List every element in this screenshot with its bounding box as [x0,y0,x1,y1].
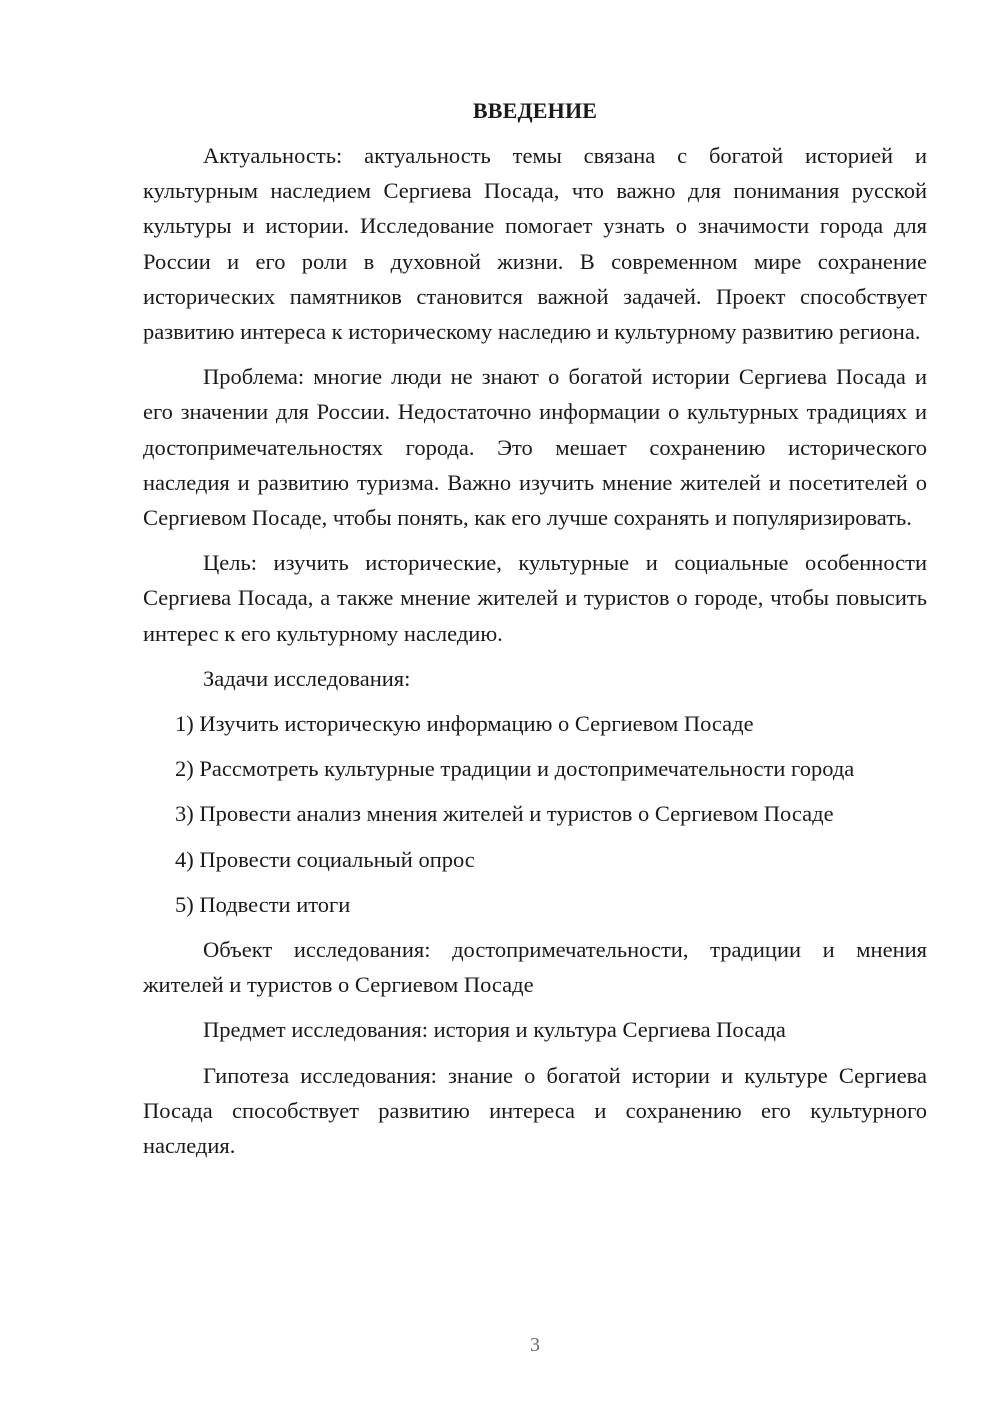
relevance-paragraph: Актуальность: актуальность темы связана с богатой историей и культурным наследием Сергиева Посада, что важно для понимания русской культуры и истории. Исследование помогает узнать о значимости города для России и его роли в духовной жизни. В современном мире сохранение исторических памятников становится важной задачей. Проект способствует развитию интереса к историческому наследию и культурному развитию региона. [143,143,927,345]
object-paragraph: Объект исследования: достопримечательности, традиции и мнения жителей и туристов о Сергиевом Посаде [143,937,927,998]
hypothesis-paragraph: Гипотеза исследования: знание о богатой истории и культуре Сергиева Посада способствует развитию интереса и сохранению его культурного наследия. [143,1062,927,1159]
section-heading: ВВЕДЕНИЕ [472,98,598,123]
task-item-4: 4) Провести социальный опрос [175,846,475,872]
task-item-2: 2) Рассмотреть культурные традиции и достопримечательности города [175,756,855,782]
page-number: 3 [530,1334,540,1356]
task-item-5: 5) Подвести итоги [175,891,351,917]
subject-paragraph: Предмет исследования: история и культура Сергиева Посада [203,1017,786,1043]
tasks-title: Задачи исследования: [203,665,411,691]
task-item-1: 1) Изучить историческую информацию о Сергиевом Посаде [175,711,754,737]
goal-paragraph: Цель: изучить исторические, культурные и социальные особенности Сергиева Посада, а также мнение жителей и туристов о городе, чтобы повысить интерес к его культурному наследию. [143,550,927,646]
task-item-3: 3) Провести анализ мнения жителей и туристов о Сергиевом Посаде [175,801,834,827]
page-body [143,96,927,1173]
problem-paragraph: Проблема: многие люди не знают о богатой истории Сергиева Посада и его значении для России. Недостаточно информации о культурных традициях и достопримечательностях города. Это мешает сохранению исторического наследия и развитию туризма. Важно изучить мнение жителей и посетителей о Сергиевом Посаде, чтобы понять, как его лучше сохранять и популяризировать. [143,364,927,531]
